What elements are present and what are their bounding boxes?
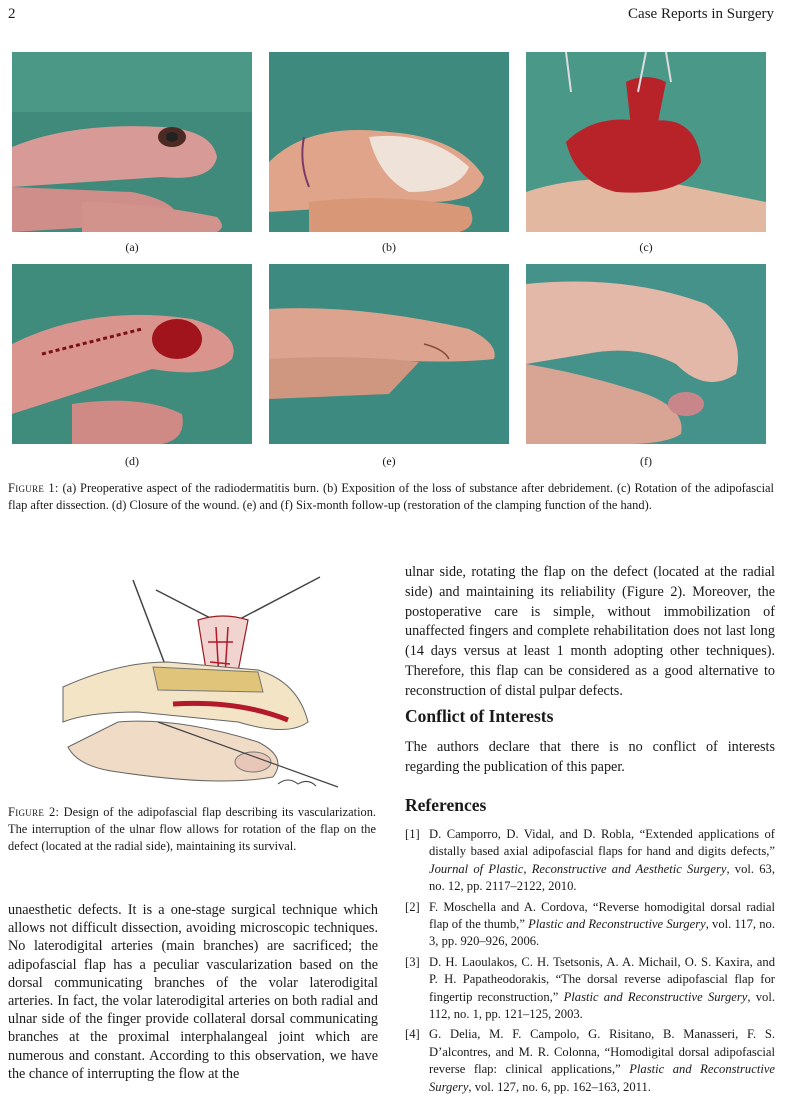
conflict-text: The authors declare that there is no conflict of interests regarding the publication of this paper. xyxy=(405,739,775,775)
figure1-caption-label: Figure 1: xyxy=(8,481,59,495)
figure2-caption xyxy=(8,804,376,855)
right-column-text: ulnar side, rotating the flap on the defect (located at the radial side) and maintaining its reliability (Figure 2). Moreover, the postoperative care is simple, without immobilization of unaffected fingers and complete rehabilitation does not last long (14 days versus at least 1 month adopting other techniques). Therefore, this flap can be considered as a good alternative to reconstruction of distal pulpar defects. xyxy=(405,564,775,699)
reference-item xyxy=(405,1026,775,1096)
figure1-photo-a xyxy=(12,52,252,232)
figure1-label-f: (f) xyxy=(640,454,652,468)
reference-item xyxy=(405,826,775,896)
reference-number: [2] xyxy=(405,899,420,914)
reference-item xyxy=(405,954,775,1024)
reference-journal: Journal of Plastic, Reconstructive and Aesthetic Surgery xyxy=(429,861,727,876)
figure1-label-b: (b) xyxy=(382,240,396,254)
figure1-label-a: (a) xyxy=(125,240,139,254)
reference-journal: Plastic and Reconstructive Surgery xyxy=(528,917,706,932)
reference-details: , vol. 63, no. 12, pp. 2117–2122, 2010. xyxy=(429,861,775,894)
figure1-label-d: (d) xyxy=(125,454,139,468)
figure2-caption-label: Figure 2: xyxy=(8,805,60,819)
reference-details: , vol. 127, no. 6, pp. 162–163, 2011. xyxy=(468,1079,651,1094)
reference-number: [3] xyxy=(405,954,420,969)
conflict-heading: Conflict of Interests xyxy=(405,706,554,726)
references-heading: References xyxy=(405,795,487,815)
figure1-label-c: (c) xyxy=(639,240,653,254)
figure1-photo-d xyxy=(12,264,252,444)
figure1-photo-c xyxy=(526,52,766,232)
reference-number: [1] xyxy=(405,827,420,841)
reference-authors: D. H. Laoulakos, C. H. Tsetsonis, A. A. Michail, O. S. Kaxira, and P. H. Papatheodorakis, “The dorsal reverse adipofascial flap for fingertip reconstruction,” xyxy=(429,954,775,1004)
figure1-photo-b xyxy=(269,52,509,232)
journal-title: Case Reports in Surgery xyxy=(628,6,774,22)
reference-details: , vol. 117, no. 3, pp. 920–926, 2006. xyxy=(429,917,775,949)
reference-details: , vol. 112, no. 1, pp. 121–125, 2003. xyxy=(429,989,775,1022)
page-header xyxy=(8,6,774,26)
figure1-caption xyxy=(8,480,774,514)
figure1-label-e: (e) xyxy=(382,454,396,468)
reference-journal: Plastic and Reconstructive Surgery xyxy=(429,1062,776,1094)
figure1-caption-text: (a) Preoperative aspect of the radiodermatitis burn. (b) Exposition of the loss of substance after debridement. (c) Rotation of the adipofascial flap after dissection. (d) Closure of the wound. (e) and (f) Six-month follow-up (restoration of the clamping function of the hand). xyxy=(8,481,775,512)
reference-item xyxy=(405,899,775,951)
figure2-illustration xyxy=(58,572,370,794)
reference-authors: G. Delia, M. F. Campolo, G. Risitano, B. Manasseri, F. S. D’alcontres, and M. R. Colonna, “Homodigital dorsal adipofascial reverse flap: clinical applications,” xyxy=(429,1027,775,1077)
reference-list xyxy=(405,826,775,1099)
reference-authors: F. Moschella and A. Cordova, “Reverse homodigital dorsal radial flap of the thumb,” xyxy=(429,899,775,932)
figure2-caption-text: Design of the adipofascial flap describing its vascularization. The interruption of the ulnar flow allows for rotation of the flap on the defect (located at the radial side), maintaining its survival. xyxy=(8,805,377,853)
reference-journal: Plastic and Reconstructive Surgery xyxy=(563,989,748,1004)
reference-number: [4] xyxy=(405,1027,420,1042)
page-number: 2 xyxy=(8,6,16,22)
left-column-text: unaesthetic defects. It is a one-stage surgical technique which allows not difficult dissection, avoiding microscopic techniques. No laterodigital arteries (main branches) are sacrificed; the adipofascial flap has a peculiar vascularization based on the dorsal communicating branches of the volar laterodigital arteries. In fact, the volar laterodigital arteries on both radial and ulnar side of the finger provide collateral dorsal communicating branches at the proximal interphalangeal joint which are numerous and constant. According to this observation, we have the chance of interrupting the flow at the xyxy=(8,902,378,1082)
reference-authors: D. Camporro, D. Vidal, and D. Robla, “Extended applications of distally based axial adipofascial flaps for hand and digits defects,” xyxy=(429,827,775,859)
figure1-photo-e xyxy=(269,264,509,444)
figure1-photo-f xyxy=(526,264,766,444)
